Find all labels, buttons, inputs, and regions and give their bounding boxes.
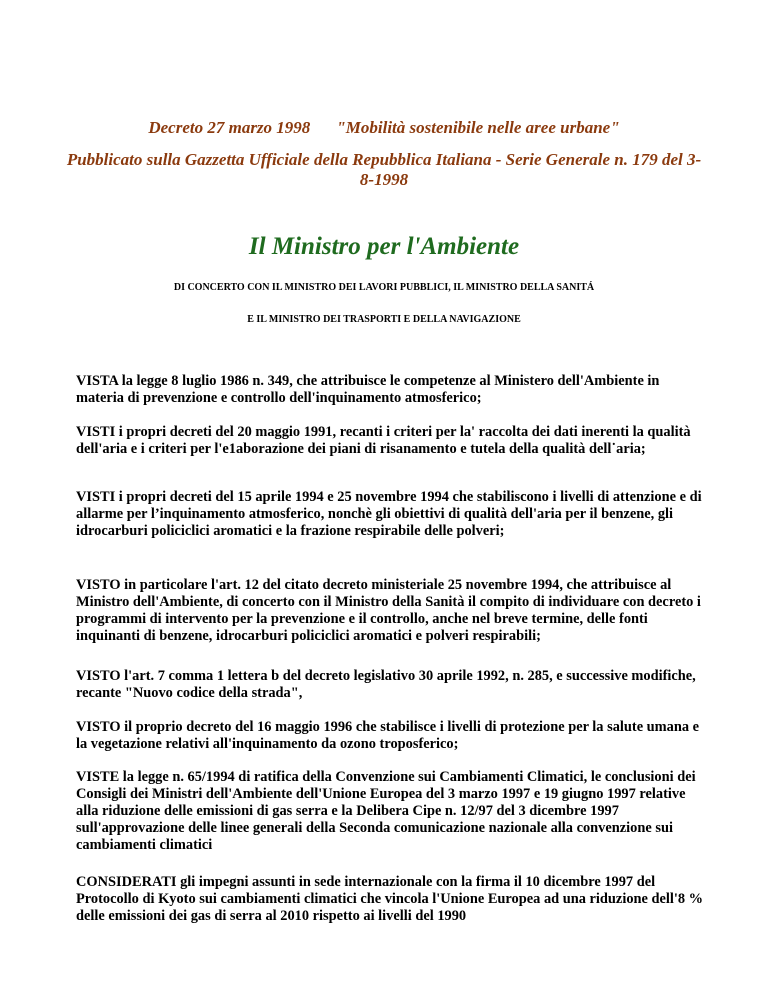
ministry-title: Il Ministro per l'Ambiente xyxy=(248,233,520,260)
preamble-paragraph: VISTO il proprio decreto del 16 maggio 1996 che stabilisce i livelli di protezione per la salute umana e la vegetazione relativi all'inquinamento da ozono troposferico; xyxy=(76,719,700,752)
preamble-paragraph: VISTI i propri decreti del 15 aprile 1994 e 25 novembre 1994 che stabiliscono i livelli di attenzione e di allarme per l’inquinamento atmosferico, nonchè gli obiettivi di qualità dell'aria per il benzene, gli idrocarburi policiclici aromatici e la frazione respirabile delle polveri; xyxy=(76,489,702,539)
preamble-paragraph: VISTO in particolare l'art. 12 del citato decreto ministeriale 25 novembre 1994, che attribuisce al Ministro dell'Ambiente, di concerto con il Ministro della Sanità il compito di individuare con decreto i programmi di intervento per la prevenzione e il controllo, anche nel breve termine, delle fonti inquinanti di benzene, idrocarburi policiclici aromatici e polveri respirabili; xyxy=(76,577,701,644)
preamble-paragraph: VISTE la legge n. 65/1994 di ratifica della Convenzione sui Cambiamenti Climatici, le conclusioni dei Consigli dei Ministri dell'Ambiente dell'Unione Europea del 3 marzo 1997 e 19 giugno 1997 relative alla riduzione delle emissioni di gas serra e la Delibera Cipe n. 12/97 del 3 dicembre 1997 sull'approvazione delle linee generali della Seconda comunicazione nazionale alla convenzione sui cambiamenti climatici xyxy=(76,769,696,853)
concert-line-2: E IL MINISTRO DEI TRASPORTI E DELLA NAVIGAZIONE xyxy=(247,314,521,325)
decree-header xyxy=(60,118,708,138)
preamble-paragraph: CONSIDERATI gli impegni assunti in sede internazionale con la firma il 10 dicembre 1997 del Protocollo di Kyoto sui cambiamenti climatici che vincola l'Unione Europea ad una riduzione dell'8 % delle emissioni dei gas di serra al 2010 rispetto ai livelli del 1990 xyxy=(76,874,704,924)
preamble-paragraph: VISTA la legge 8 luglio 1986 n. 349, che attribuisce le competenze al Ministero dell'Ambiente in materia di prevenzione e controllo dell'inquinamento atmosferico; xyxy=(76,373,660,406)
concert-line-1: DI CONCERTO CON IL MINISTRO DEI LAVORI PUBBLICI, IL MINISTRO DELLA SANITÁ xyxy=(173,282,595,293)
preamble-paragraph: VISTO l'art. 7 comma 1 lettera b del decreto legislativo 30 aprile 1992, n. 285, e successive modifiche, recante "Nuovo codice della strada", xyxy=(76,668,696,701)
preamble-paragraph: VISTI i propri decreti del 20 maggio 1991, recanti i criteri per la' raccolta dei dati inerenti la qualità dell'aria e i criteri per l'e1aborazione dei piani di risanamento e tutela della qualità dell˙aria; xyxy=(76,424,691,457)
gazette-reference: Pubblicato sulla Gazzetta Ufficiale della Repubblica Italiana - Serie Generale n. 179 del 3-8-1998 xyxy=(66,150,702,189)
decree-date: Decreto 27 marzo 1998 xyxy=(148,118,311,137)
decree-title: "Mobilità sostenibile nelle aree urbane" xyxy=(336,118,620,137)
